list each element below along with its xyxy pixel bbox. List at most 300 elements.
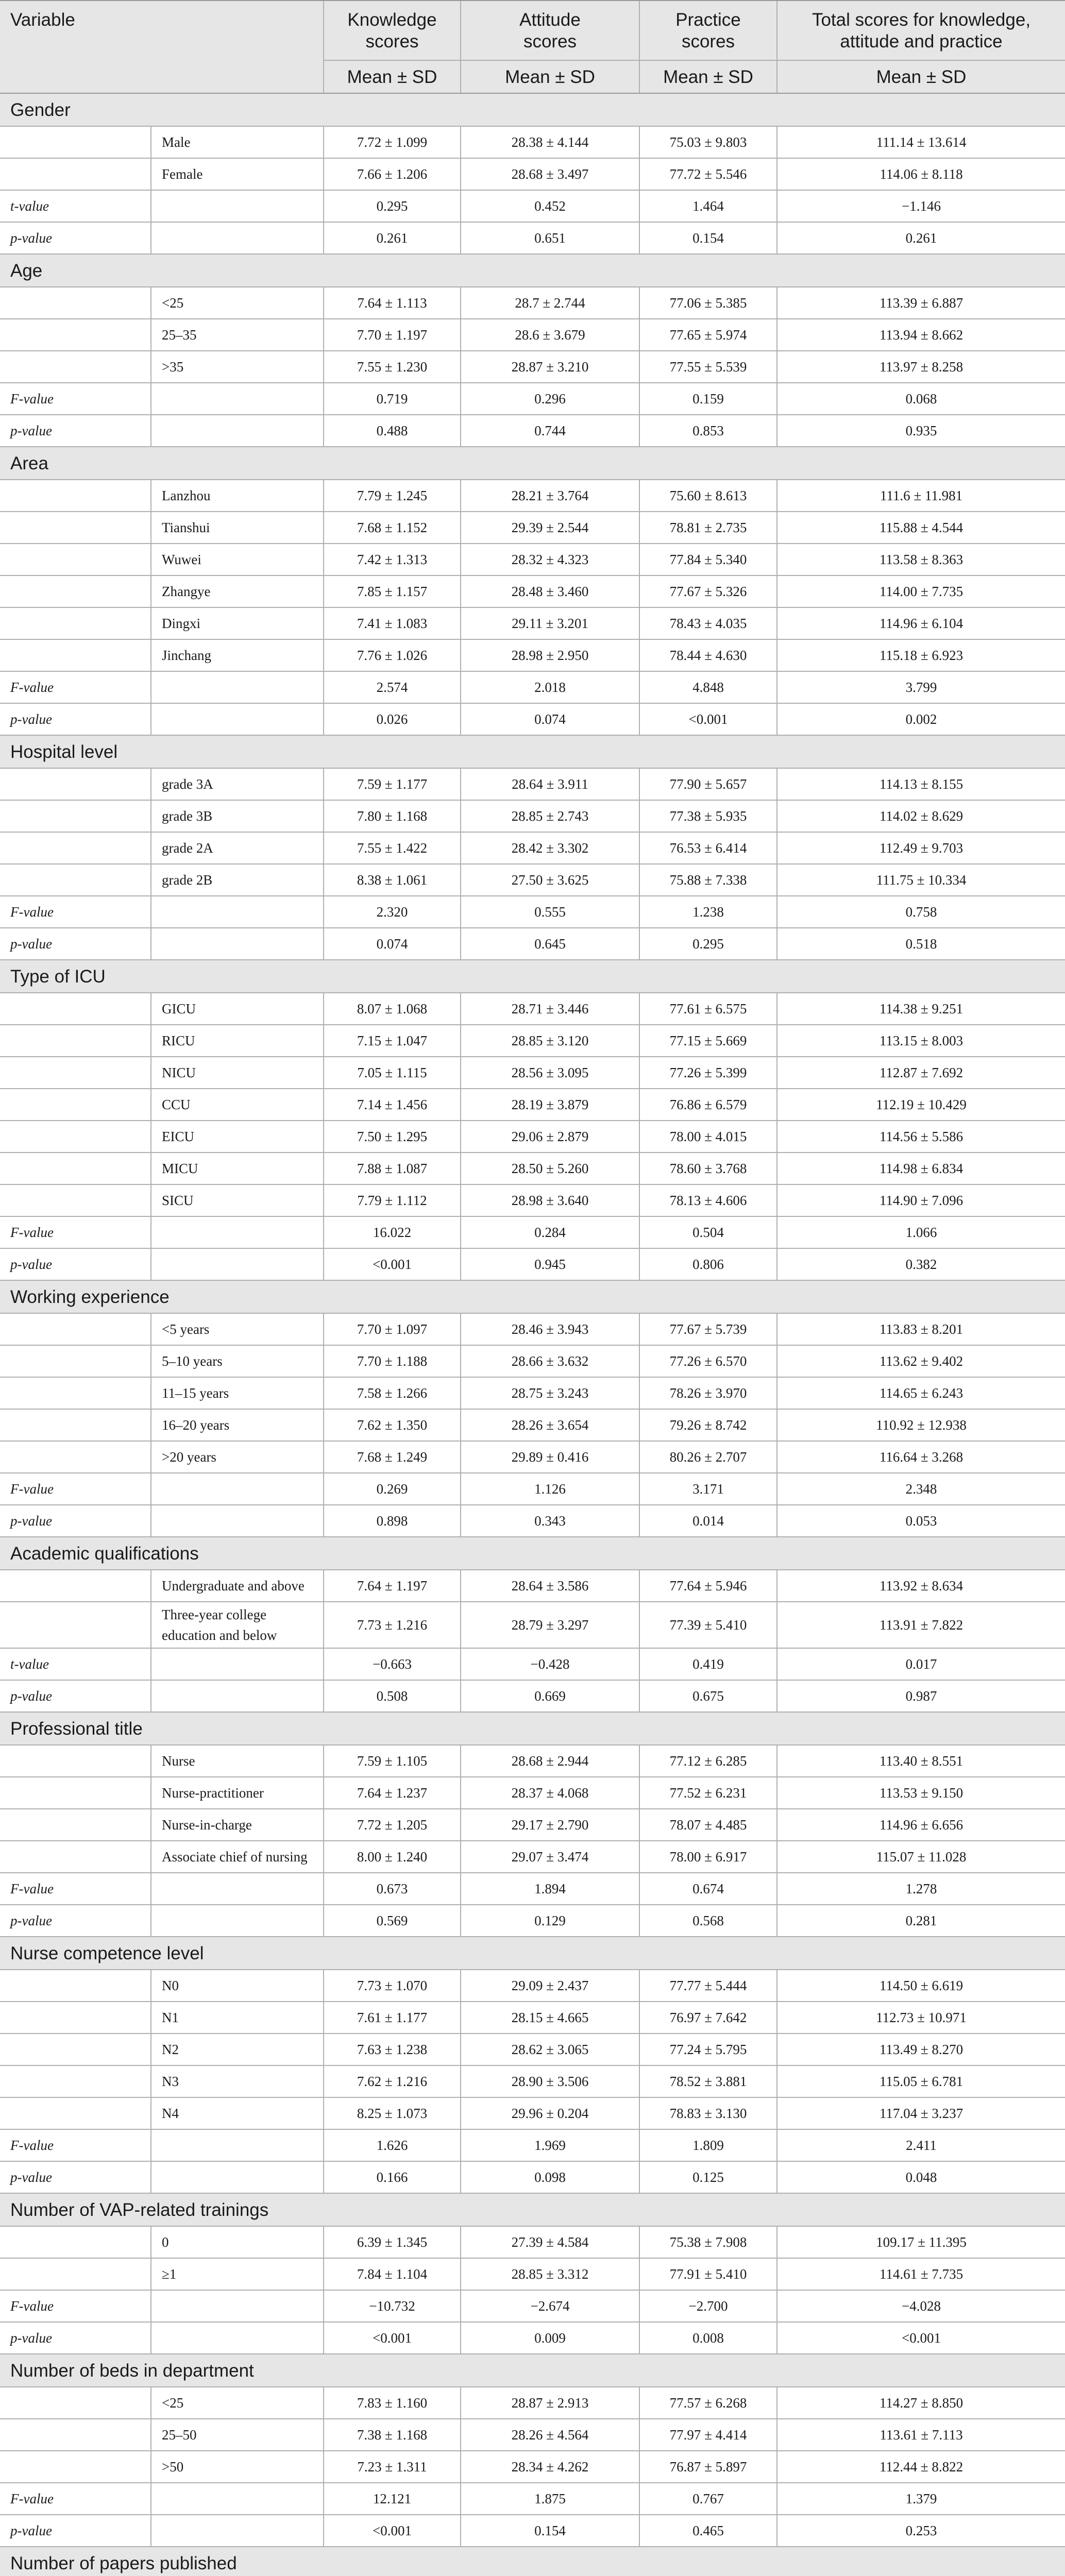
- knowledge-cell: [323, 383, 460, 414]
- category-cell: [150, 993, 323, 1024]
- category-cell: [150, 480, 323, 511]
- practice-cell: [639, 2387, 776, 2418]
- knowledge-cell-text: 7.68 ± 1.152: [357, 519, 428, 535]
- table-row: [0, 2162, 1065, 2194]
- practice-cell: [639, 1681, 776, 1711]
- total-cell-text: 114.02 ± 8.629: [879, 808, 963, 824]
- category-cell: [150, 544, 323, 575]
- attitude-cell: [460, 2387, 639, 2418]
- practice-cell-text: 0.674: [692, 1880, 724, 1896]
- table-row: [0, 2259, 1065, 2291]
- table-row: [0, 2387, 1065, 2419]
- practice-cell-text: 77.06 ± 5.385: [669, 295, 747, 311]
- practice-cell: [639, 1570, 776, 1601]
- total-cell: [776, 2259, 1065, 2290]
- stat-label-cell: [0, 1745, 150, 1776]
- table-row: [0, 480, 1065, 512]
- total-cell: [776, 993, 1065, 1024]
- section-header: Number of papers published: [0, 2547, 1065, 2576]
- attitude-cell: [460, 704, 639, 735]
- table-row: [0, 2227, 1065, 2259]
- practice-cell: [639, 2291, 776, 2321]
- total-cell-text: 117.04 ± 3.237: [879, 2105, 963, 2121]
- category-cell: [150, 127, 323, 158]
- practice-cell-text: 0.154: [692, 230, 724, 246]
- table-row: [0, 1777, 1065, 1809]
- knowledge-cell-text: 7.61 ± 1.177: [357, 2009, 428, 2025]
- knowledge-cell-text: 7.73 ± 1.216: [357, 1617, 428, 1633]
- stat-label-cell-text: p-value: [10, 230, 52, 246]
- total-cell-text: 112.87 ± 7.692: [879, 1064, 963, 1080]
- knowledge-cell-text: 7.66 ± 1.206: [357, 166, 428, 182]
- practice-cell: [639, 191, 776, 222]
- attitude-cell: [460, 223, 639, 253]
- attitude-cell-text: 0.651: [534, 230, 566, 246]
- knowledge-cell: [323, 159, 460, 190]
- practice-cell: [639, 1378, 776, 1409]
- knowledge-cell-text: 0.898: [376, 1513, 408, 1529]
- attitude-cell: [460, 1185, 639, 1216]
- practice-cell-text: 78.43 ± 4.035: [669, 615, 747, 631]
- practice-cell: [639, 1057, 776, 1088]
- stat-label-cell: [0, 2259, 150, 2290]
- stat-label-cell-text: F-value: [10, 1224, 54, 1240]
- knowledge-cell-text: 0.673: [376, 1880, 408, 1896]
- knowledge-cell: [323, 1185, 460, 1216]
- total-cell: [776, 1378, 1065, 1409]
- total-cell-text: 114.38 ± 9.251: [879, 1001, 963, 1016]
- category-cell: [150, 2291, 323, 2321]
- attitude-cell: [460, 801, 639, 832]
- category-cell: [150, 1057, 323, 1088]
- attitude-cell: [460, 319, 639, 350]
- knowledge-cell-text: 7.68 ± 1.249: [357, 1449, 428, 1465]
- category-cell-text: Nurse-practitioner: [162, 1785, 264, 1801]
- attitude-cell: [460, 1570, 639, 1601]
- category-cell: [150, 576, 323, 607]
- total-cell: [776, 2323, 1065, 2353]
- table-body: [0, 94, 1065, 2576]
- total-cell-text: 113.92 ± 8.634: [879, 1578, 963, 1594]
- table-row: [0, 1745, 1065, 1777]
- attitude-cell-text: 0.074: [534, 711, 566, 727]
- attitude-cell: [460, 1346, 639, 1377]
- total-cell-text: 112.49 ± 9.703: [879, 840, 963, 856]
- table-row: [0, 704, 1065, 736]
- attitude-cell: [460, 2451, 639, 2482]
- practice-cell-text: 79.26 ± 8.742: [669, 1417, 747, 1433]
- knowledge-cell-text: 0.488: [376, 422, 408, 438]
- stat-label-cell: [0, 127, 150, 158]
- knowledge-cell: [323, 1346, 460, 1377]
- knowledge-cell: [323, 512, 460, 543]
- category-cell-text: <5 years: [162, 1321, 210, 1337]
- category-cell: [150, 608, 323, 639]
- attitude-cell-text: 0.129: [534, 1912, 566, 1928]
- knowledge-cell: [323, 993, 460, 1024]
- stat-label-cell: [0, 287, 150, 318]
- stat-label-cell: [0, 1217, 150, 1248]
- practice-cell-text: 77.64 ± 5.946: [669, 1578, 747, 1594]
- table-row: [0, 351, 1065, 383]
- total-cell-text: 114.56 ± 5.586: [879, 1128, 963, 1144]
- practice-cell-text: 78.26 ± 3.970: [669, 1385, 747, 1401]
- knowledge-cell-text: 7.14 ± 1.456: [357, 1096, 428, 1112]
- total-cell-text: 113.97 ± 8.258: [879, 359, 963, 375]
- stat-label-cell: [0, 2387, 150, 2418]
- attitude-cell-text: 28.7 ± 2.744: [515, 295, 585, 311]
- total-cell: [776, 2130, 1065, 2161]
- knowledge-cell: [323, 608, 460, 639]
- attitude-cell: [460, 1089, 639, 1120]
- knowledge-cell-text: 7.50 ± 1.295: [357, 1128, 428, 1144]
- practice-cell-text: 75.60 ± 8.613: [669, 487, 747, 503]
- attitude-cell-text: 28.21 ± 3.764: [511, 487, 589, 503]
- attitude-cell-text: 28.87 ± 3.210: [511, 359, 589, 375]
- category-cell: [150, 1153, 323, 1184]
- practice-cell-text: 78.83 ± 3.130: [669, 2105, 747, 2121]
- practice-cell: [639, 512, 776, 543]
- attitude-cell: [460, 865, 639, 895]
- attitude-cell-text: 1.894: [534, 1880, 566, 1896]
- total-cell-text: 111.6 ± 11.981: [880, 487, 963, 503]
- attitude-cell: [460, 351, 639, 382]
- attitude-cell: [460, 769, 639, 800]
- category-cell-text: ≥1: [162, 2266, 177, 2282]
- knowledge-cell-text: 0.026: [376, 711, 408, 727]
- practice-cell: [639, 2034, 776, 2065]
- category-cell: [150, 896, 323, 927]
- total-cell-text: 114.00 ± 7.735: [879, 583, 963, 599]
- total-cell-text: 3.799: [905, 679, 937, 695]
- knowledge-cell: [323, 2162, 460, 2193]
- total-cell: [776, 351, 1065, 382]
- attitude-cell-text: 29.17 ± 2.790: [511, 1817, 589, 1833]
- table-row: [0, 1057, 1065, 1089]
- stat-label-cell-text: F-value: [10, 679, 54, 695]
- attitude-cell: [460, 415, 639, 446]
- table-row: [0, 1681, 1065, 1713]
- category-cell-text: 25–35: [162, 327, 197, 343]
- total-cell: [776, 2002, 1065, 2033]
- knowledge-cell-text: 7.64 ± 1.237: [357, 1785, 428, 1801]
- practice-cell-text: 78.52 ± 3.881: [669, 2073, 747, 2089]
- practice-cell-text: 0.295: [692, 936, 724, 952]
- stat-label-cell: [0, 704, 150, 735]
- practice-cell: [639, 159, 776, 190]
- category-cell: [150, 512, 323, 543]
- stat-label-cell: [0, 2323, 150, 2353]
- practice-cell-text: <0.001: [688, 711, 728, 727]
- category-cell: [150, 1570, 323, 1601]
- practice-cell-text: 80.26 ± 2.707: [669, 1449, 747, 1465]
- category-cell: [150, 1121, 323, 1152]
- knowledge-cell: [323, 223, 460, 253]
- knowledge-cell-text: 7.38 ± 1.168: [357, 2427, 428, 2443]
- knowledge-cell: [323, 928, 460, 959]
- attitude-cell-text: 28.87 ± 2.913: [511, 2395, 589, 2411]
- practice-cell-text: 0.675: [692, 1688, 724, 1704]
- total-cell-text: 112.73 ± 10.971: [876, 2009, 967, 2025]
- practice-cell: [639, 1249, 776, 1280]
- category-cell-text: 25–50: [162, 2427, 197, 2443]
- attitude-cell-text: 28.26 ± 4.564: [511, 2427, 589, 2443]
- practice-cell: [639, 801, 776, 832]
- attitude-cell: [460, 1217, 639, 1248]
- knowledge-cell-text: 16.022: [373, 1224, 412, 1240]
- knowledge-cell: [323, 865, 460, 895]
- stat-label-cell-text: F-value: [10, 2490, 54, 2506]
- section-header: Hospital level: [0, 736, 1065, 769]
- attitude-cell: [460, 287, 639, 318]
- attitude-cell-text: 0.645: [534, 936, 566, 952]
- category-cell: [150, 1809, 323, 1840]
- stat-label-cell: [0, 1505, 150, 1536]
- category-cell: [150, 801, 323, 832]
- attitude-cell-text: −0.428: [530, 1656, 570, 1672]
- attitude-cell-text: 28.38 ± 4.144: [511, 134, 589, 150]
- total-cell: [776, 640, 1065, 671]
- total-cell: [776, 769, 1065, 800]
- category-cell-text: N4: [162, 2106, 179, 2121]
- category-cell: [150, 2066, 323, 2097]
- category-cell-text: Nurse: [162, 1753, 195, 1769]
- stat-label-cell: [0, 2291, 150, 2321]
- attitude-cell-text: 28.64 ± 3.911: [512, 776, 588, 792]
- category-cell-text: 5–10 years: [162, 1353, 223, 1369]
- knowledge-cell: [323, 544, 460, 575]
- section-header: Area: [0, 447, 1065, 480]
- knowledge-cell-text: 8.38 ± 1.061: [357, 872, 428, 888]
- practice-cell: [639, 223, 776, 253]
- total-cell-text: 112.19 ± 10.429: [876, 1096, 967, 1112]
- table-row: [0, 640, 1065, 672]
- practice-cell: [639, 1121, 776, 1152]
- table-row: [0, 769, 1065, 801]
- category-cell: [150, 672, 323, 703]
- attitude-cell: [460, 1025, 639, 1056]
- knowledge-cell: [323, 2451, 460, 2482]
- total-cell-text: 113.94 ± 8.662: [879, 327, 963, 343]
- attitude-cell: [460, 1809, 639, 1840]
- attitude-cell-text: 28.34 ± 4.262: [511, 2459, 589, 2475]
- attitude-cell: [460, 544, 639, 575]
- attitude-cell-text: 28.6 ± 3.679: [515, 327, 585, 343]
- total-cell-text: 115.18 ± 6.923: [879, 647, 963, 663]
- category-cell-text: grade 3A: [162, 776, 213, 792]
- total-cell-text: 114.61 ± 7.735: [879, 2266, 963, 2282]
- stat-label-cell: [0, 833, 150, 863]
- attitude-cell: [460, 608, 639, 639]
- knowledge-cell-text: 7.05 ± 1.115: [357, 1064, 427, 1080]
- table-row: [0, 672, 1065, 704]
- knowledge-cell: [323, 287, 460, 318]
- category-cell-text: <25: [162, 295, 184, 311]
- attitude-cell: [460, 1057, 639, 1088]
- knowledge-cell: [323, 1217, 460, 1248]
- stat-label-cell: [0, 1185, 150, 1216]
- table-row: [0, 928, 1065, 960]
- header-practice-label: Practice scores: [675, 10, 741, 52]
- table-row: [0, 1314, 1065, 1346]
- header-knowledge-meansd: Mean ± SD: [324, 60, 460, 94]
- practice-cell-text: 1.809: [692, 2137, 724, 2153]
- practice-cell: [639, 2323, 776, 2353]
- header-knowledge: [323, 1, 460, 93]
- stat-label-cell: [0, 1153, 150, 1184]
- total-cell: [776, 415, 1065, 446]
- stat-label-cell: [0, 2515, 150, 2546]
- knowledge-cell-text: 7.63 ± 1.238: [357, 2041, 428, 2057]
- table-row: [0, 2483, 1065, 2515]
- stat-label-cell: [0, 2066, 150, 2097]
- attitude-cell-text: 28.32 ± 4.323: [511, 551, 589, 567]
- category-cell-text: 16–20 years: [162, 1417, 230, 1433]
- practice-cell: [639, 1025, 776, 1056]
- knowledge-cell-text: 0.719: [376, 391, 408, 406]
- attitude-cell: [460, 1121, 639, 1152]
- knowledge-cell: [323, 801, 460, 832]
- knowledge-cell-text: 7.70 ± 1.097: [357, 1321, 428, 1337]
- table-row: [0, 2291, 1065, 2323]
- knowledge-cell-text: 7.72 ± 1.205: [357, 1817, 428, 1833]
- knowledge-cell: [323, 480, 460, 511]
- knowledge-cell-text: <0.001: [373, 1256, 412, 1272]
- total-cell: [776, 383, 1065, 414]
- category-cell-text: 11–15 years: [162, 1385, 229, 1401]
- total-cell: [776, 1505, 1065, 1536]
- attitude-cell-text: 28.98 ± 3.640: [511, 1192, 589, 1208]
- stat-label-cell: [0, 1602, 150, 1648]
- attitude-cell: [460, 2515, 639, 2546]
- header-variable: [0, 1, 323, 93]
- practice-cell: [639, 1602, 776, 1648]
- knowledge-cell: [323, 1777, 460, 1808]
- attitude-cell-text: 0.452: [534, 198, 566, 214]
- knowledge-cell-text: 7.62 ± 1.350: [357, 1417, 428, 1433]
- practice-cell-text: 1.238: [692, 904, 724, 920]
- knowledge-cell: [323, 672, 460, 703]
- category-cell: [150, 351, 323, 382]
- attitude-cell-text: 29.89 ± 0.416: [511, 1449, 589, 1465]
- attitude-cell: [460, 1777, 639, 1808]
- practice-cell: [639, 1505, 776, 1536]
- practice-cell: [639, 2259, 776, 2290]
- category-cell: [150, 2419, 323, 2450]
- table-header: [0, 0, 1065, 94]
- attitude-cell-text: 28.37 ± 4.068: [511, 1785, 589, 1801]
- attitude-cell: [460, 383, 639, 414]
- practice-cell: [639, 480, 776, 511]
- stat-label-cell-text: p-value: [10, 1688, 52, 1704]
- practice-cell: [639, 1809, 776, 1840]
- total-cell: [776, 865, 1065, 895]
- table-row: [0, 2098, 1065, 2130]
- table-row: [0, 2002, 1065, 2034]
- stat-label-cell: [0, 1025, 150, 1056]
- practice-cell-text: 77.61 ± 6.575: [669, 1001, 747, 1016]
- knowledge-cell: [323, 1249, 460, 1280]
- header-total-line2: attitude and practice: [840, 31, 1003, 52]
- header-total-line1: Total scores for knowledge,: [812, 10, 1031, 30]
- attitude-cell: [460, 1410, 639, 1440]
- practice-cell-text: 0.568: [692, 1912, 724, 1928]
- knowledge-cell-text: −10.732: [369, 2298, 415, 2314]
- category-cell: [150, 928, 323, 959]
- practice-cell-text: 76.86 ± 6.579: [669, 1096, 747, 1112]
- attitude-cell: [460, 896, 639, 927]
- stat-label-cell: [0, 480, 150, 511]
- total-cell-text: 0.017: [905, 1656, 937, 1672]
- total-cell: [776, 1314, 1065, 1345]
- total-cell-text: 115.05 ± 6.781: [879, 2073, 963, 2089]
- knowledge-cell-text: 7.70 ± 1.188: [357, 1353, 428, 1369]
- total-cell-text: 113.53 ± 9.150: [879, 1785, 963, 1801]
- practice-cell: [639, 2515, 776, 2546]
- stat-label-cell: [0, 1314, 150, 1345]
- total-cell: [776, 2515, 1065, 2546]
- knowledge-cell-text: 7.76 ± 1.026: [357, 647, 428, 663]
- knowledge-cell: [323, 1505, 460, 1536]
- attitude-cell-text: 0.744: [534, 422, 566, 438]
- table-row: [0, 2323, 1065, 2354]
- total-cell-text: 113.40 ± 8.551: [879, 1753, 963, 1769]
- knowledge-cell: [323, 833, 460, 863]
- table-row: [0, 1570, 1065, 1602]
- header-total: [776, 1, 1065, 93]
- attitude-cell-text: 28.66 ± 3.632: [511, 1353, 589, 1369]
- practice-cell-text: 3.171: [692, 1481, 724, 1497]
- category-cell: [150, 415, 323, 446]
- practice-cell: [639, 351, 776, 382]
- stat-label-cell: [0, 769, 150, 800]
- category-cell: [150, 2387, 323, 2418]
- knowledge-cell: [323, 2034, 460, 2065]
- practice-cell-text: 77.67 ± 5.739: [669, 1321, 747, 1337]
- knowledge-cell-text: 7.72 ± 1.099: [357, 134, 428, 150]
- knowledge-cell: [323, 1473, 460, 1504]
- stat-label-cell: [0, 159, 150, 190]
- table-row: [0, 1505, 1065, 1537]
- table-row: [0, 865, 1065, 896]
- practice-cell-text: 78.44 ± 4.630: [669, 647, 747, 663]
- total-cell-text: 116.64 ± 3.268: [879, 1449, 963, 1465]
- category-cell: [150, 2098, 323, 2129]
- attitude-cell-text: 29.39 ± 2.544: [511, 519, 589, 535]
- attitude-cell-text: 0.945: [534, 1256, 566, 1272]
- practice-cell: [639, 672, 776, 703]
- category-cell: [150, 1185, 323, 1216]
- knowledge-cell: [323, 2291, 460, 2321]
- attitude-cell: [460, 1249, 639, 1280]
- stat-label-cell-text: p-value: [10, 711, 52, 727]
- section-header: Nurse competence level: [0, 1937, 1065, 1970]
- practice-cell: [639, 383, 776, 414]
- stat-label-cell-text: F-value: [10, 2137, 54, 2153]
- practice-cell: [639, 287, 776, 318]
- category-cell-text: Wuwei: [162, 552, 201, 567]
- practice-cell: [639, 1970, 776, 2001]
- practice-cell: [639, 1442, 776, 1472]
- practice-cell-text: 77.77 ± 5.444: [669, 1977, 747, 1993]
- attitude-cell-text: 28.19 ± 3.879: [511, 1096, 589, 1112]
- stat-label-cell: [0, 640, 150, 671]
- knowledge-cell: [323, 2227, 460, 2258]
- practice-cell-text: 77.84 ± 5.340: [669, 551, 747, 567]
- knowledge-cell-text: 2.320: [376, 904, 408, 920]
- total-cell-text: 114.98 ± 6.834: [879, 1160, 963, 1176]
- stat-label-cell-text: F-value: [10, 2298, 54, 2314]
